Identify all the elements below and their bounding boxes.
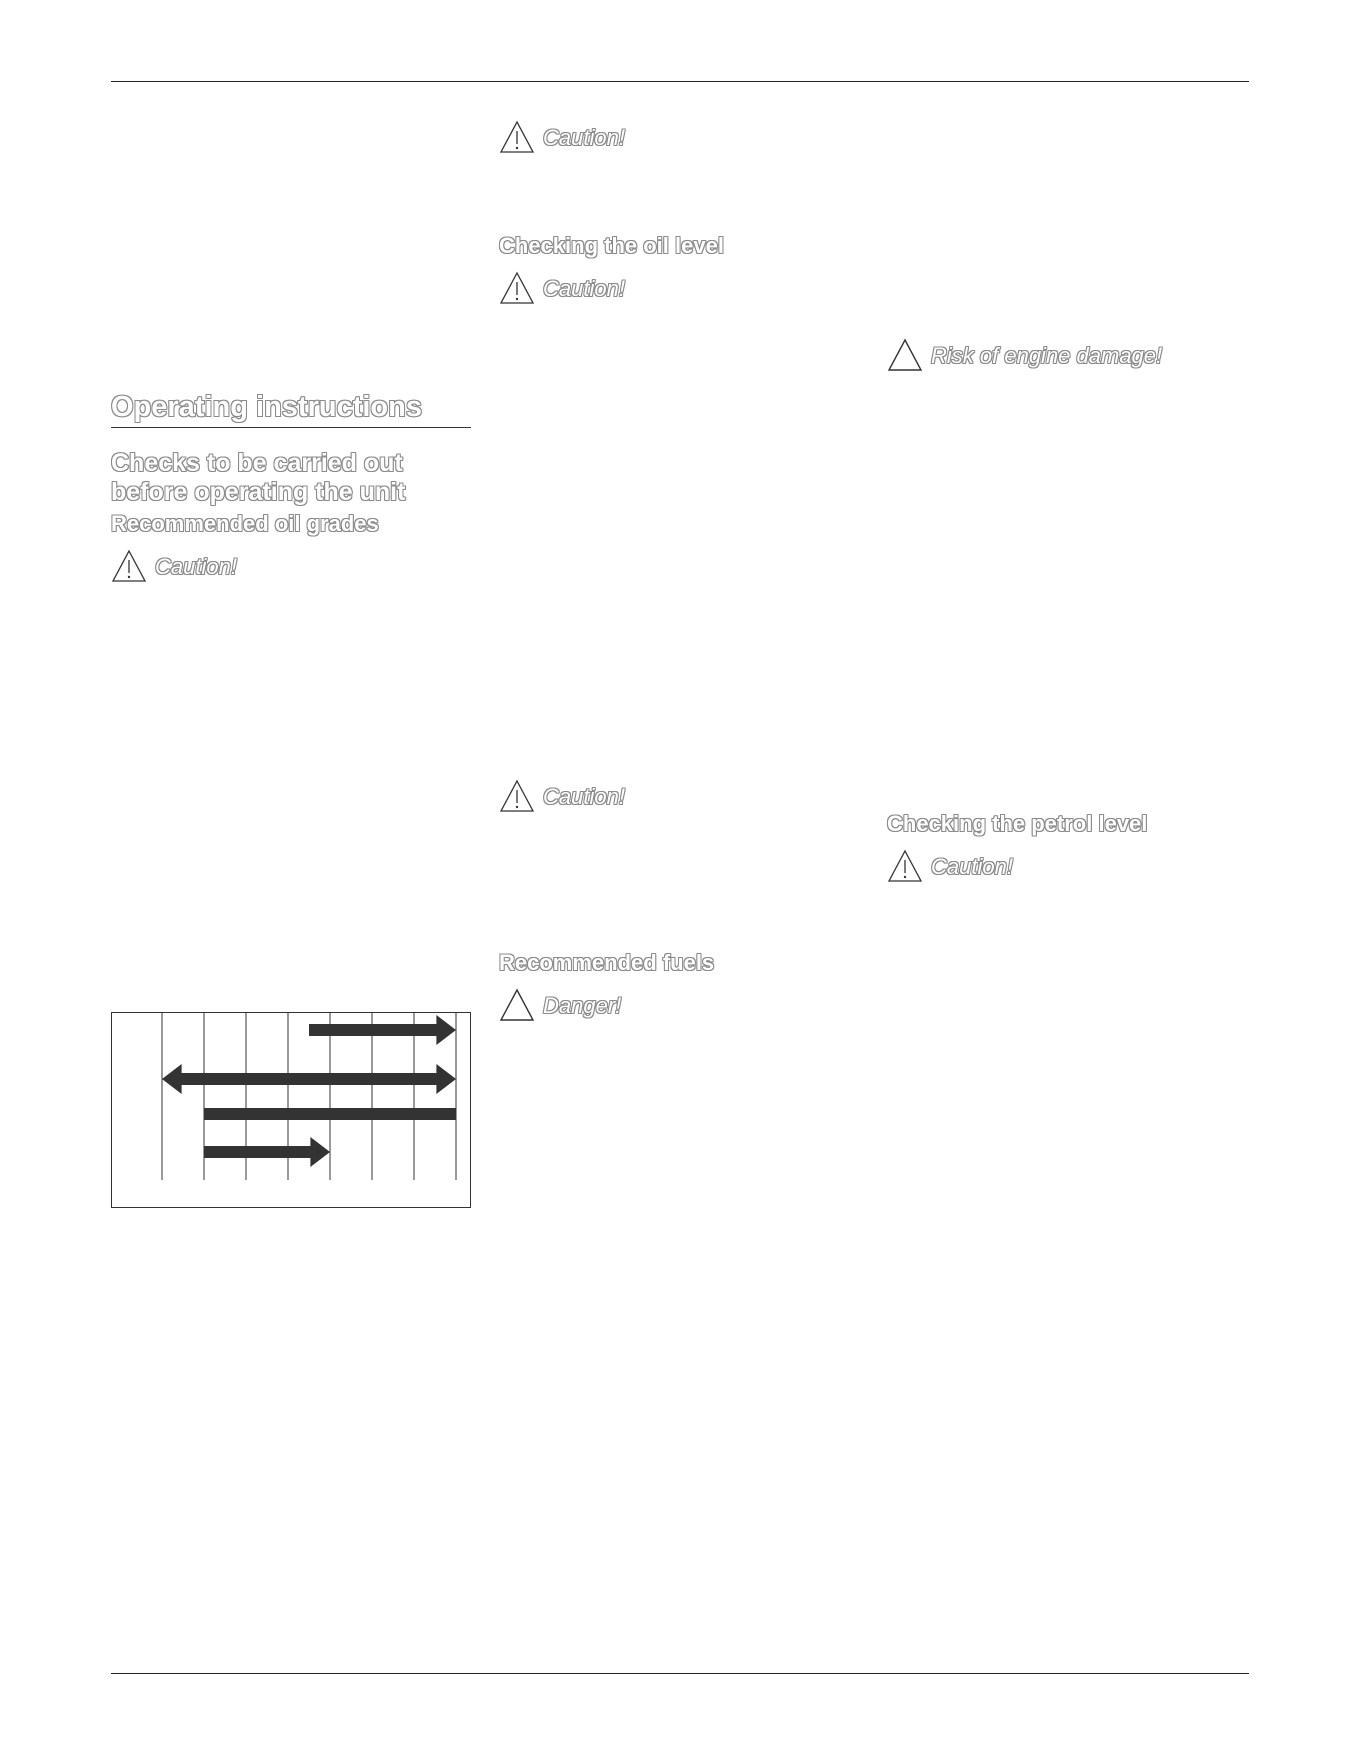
caution-notice [111, 549, 237, 583]
caution-label: Caution! [931, 854, 1013, 879]
fuels-heading: Recommended fuels [499, 950, 715, 975]
section-title-underline [111, 427, 471, 428]
range-arrow [204, 1137, 330, 1167]
range-arrow [309, 1015, 456, 1045]
engine-damage-label: Risk of engine damage! [931, 343, 1163, 368]
caution-notice [499, 120, 625, 154]
range-arrow [204, 1108, 456, 1120]
danger-label: Danger! [543, 993, 622, 1018]
warning-exclamation-triangle-icon [887, 849, 923, 883]
checks-heading-line2: before operating the unit [111, 478, 406, 506]
warning-exclamation-triangle-icon [499, 271, 535, 305]
range-arrow [162, 1064, 456, 1094]
footer-rule [111, 1673, 1249, 1674]
warning-exclamation-triangle-icon [111, 549, 147, 583]
warning-exclamation-triangle-icon [499, 779, 535, 813]
caution-notice [499, 779, 625, 813]
caution-label: Caution! [543, 784, 625, 809]
warning-triangle-icon [499, 988, 535, 1022]
header-rule [111, 81, 1249, 82]
caution-notice [887, 849, 1013, 883]
chart-bars [162, 1015, 456, 1167]
checks-heading-line1: Checks to be carried out [111, 449, 403, 477]
section-title: Operating instructions [111, 391, 422, 423]
oil-grade-temperature-chart [111, 1012, 471, 1208]
engine-damage-notice [887, 338, 1162, 372]
caution-label: Caution! [155, 554, 237, 579]
warning-exclamation-triangle-icon [499, 120, 535, 154]
oil-level-heading: Checking the oil level [499, 233, 724, 258]
oil-grades-heading: Recommended oil grades [111, 511, 379, 536]
petrol-level-heading: Checking the petrol level [887, 811, 1148, 836]
caution-label: Caution! [543, 125, 625, 150]
caution-label: Caution! [543, 276, 625, 301]
danger-notice [499, 988, 621, 1022]
warning-triangle-icon [887, 338, 923, 372]
caution-notice [499, 271, 625, 305]
